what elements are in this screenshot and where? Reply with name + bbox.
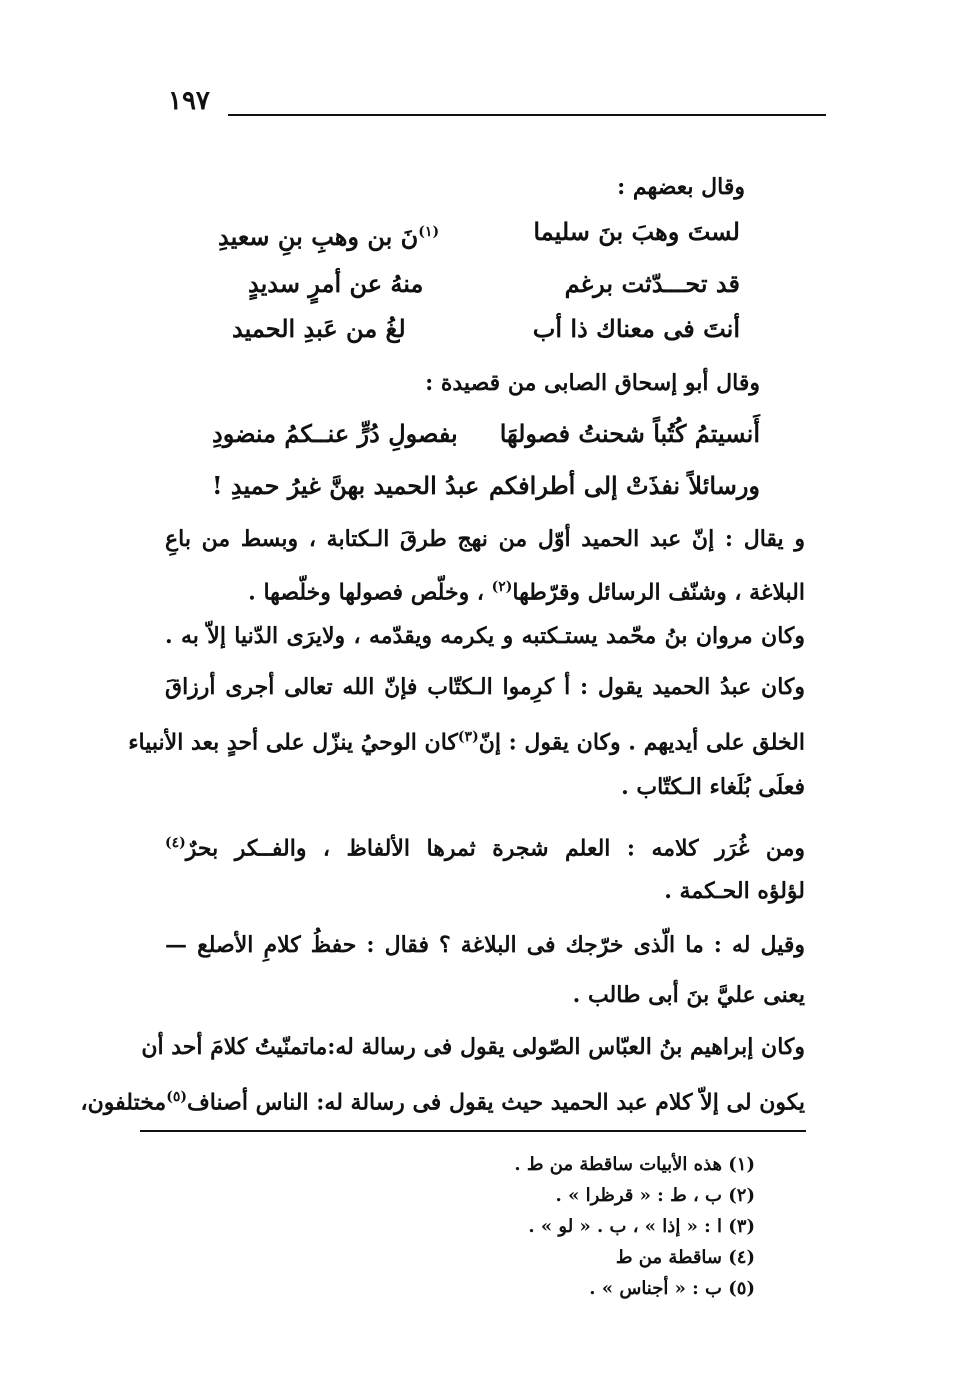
paragraph-4-line-1	[165, 828, 805, 863]
verse-5-left: عبدُ الحميد بهنَّ غيرُ حميدِ !	[212, 471, 480, 500]
paragraph-3-line-2	[128, 722, 805, 757]
paragraph-3-line-2-text-b: كان الوحيُ ينزّل على أحدٍ بعد الأنبياء	[128, 729, 458, 756]
verse-1-right: لستَ وهبَ بنَ سليما	[533, 217, 740, 246]
footnote-ref-5: (٥)	[166, 1089, 187, 1105]
paragraph-5-line-2: يعنى عليَّ بنَ أبى طالب .	[572, 982, 805, 1008]
footnote-3: (٣) ا : « إذا » ، ب . « لو » .	[528, 1216, 755, 1237]
verse-4-left: بفصولِ دُرٍّ عنــكمُ منضودِ	[212, 419, 458, 448]
paragraph-1-line-2	[248, 572, 805, 607]
footnote-5: (٥) ب : « أجناس » .	[589, 1278, 755, 1299]
verse-4-right: أَنسيتمُ كُتُباً شحنتُ فصولهَا	[499, 419, 760, 448]
verse-5-right: ورسائلاً نفذَتْ إلى أطرافكم	[488, 471, 760, 500]
paragraph-4-line-2: لؤلؤه الحـكمة .	[664, 878, 805, 904]
footnote-ref-4: (٤)	[165, 835, 186, 851]
verse-3-left: لغُ من عَبدِ الحميد	[232, 314, 406, 343]
verse-3-right: أنتَ فى معناك ذا أب	[532, 314, 740, 343]
footnote-ref-1: (١)	[418, 224, 440, 240]
paragraph-6-line-2-text-a: يكون لى إلاّ كلام عبد الحميد حيث يقول فى رسالة له: الناس أصناف	[187, 1089, 805, 1116]
paragraph-6-line-2-text-b: مختلفون،	[80, 1089, 167, 1116]
verse-1-left	[218, 216, 439, 253]
paragraph-6-line-1: وكان إبراهيم بنُ العبّاس الصّولى يقول فى رسالة له:ماتمنّيتُ كلامَ أحد أن	[141, 1034, 805, 1060]
paragraph-1-line-2-text-a: البلاغة ، وشنّف الرسائل وقرّطها	[512, 579, 805, 606]
paragraph-5-line-1: وقيل له : ما الّذى خرّجك فى البلاغة ؟ فقال : حفظُ كلامِ الأصلع —	[165, 932, 805, 958]
intro-line-1: وقال بعضهم :	[617, 174, 745, 200]
footnote-rule	[140, 1130, 806, 1132]
footnote-1: (١) هذه الأبيات ساقطة من ط .	[514, 1154, 755, 1175]
footnote-ref-3: (٣)	[457, 729, 479, 745]
intro-line-2: وقال أبو إسحاق الصابى من قصيدة :	[425, 370, 760, 396]
paragraph-3-line-2-text-a: الخلق على أيديهم . وكان يقول : إنّ	[478, 729, 805, 756]
footnote-2: (٢) ب ، ط : « قرظرا » .	[555, 1185, 755, 1206]
paragraph-6-line-2	[80, 1082, 805, 1117]
footnote-4: (٤) ساقطة من ط	[615, 1247, 755, 1268]
paragraph-3-line-1: وكان عبدُ الحميد يقول : أ كرِموا الـكتّاب فإنّ الله تعالى أجرى أرزاقَ	[165, 674, 805, 700]
verse-1-left-text: نَ بن وهبِ بنِ سعيدِ	[218, 222, 419, 251]
paragraph-2: وكان مروان بنُ محّمد يستـكتبه و يكرمه ويقدّمه ، ولايرَى الدّنيا إلاّ به .	[165, 623, 806, 649]
verse-2-right: قد تحـــدّثت برغم	[564, 269, 740, 298]
verse-2-left: منهُ عن أمرٍ سديدٍ	[248, 269, 424, 298]
paragraph-1-line-1: و يقال : إنّ عبد الحميد أوّل من نهج طرقَ الـكتابة ، وبسط من باعِ	[165, 526, 805, 552]
page-number: ١٩٧	[168, 86, 210, 116]
header-rule	[228, 114, 826, 116]
paragraph-4-line-1-text: ومن غُرَر كلامه : العلم شجرة ثمرها الألفاظ ، والفــكر بحرٌ	[185, 835, 805, 862]
paragraph-1-line-2-text-b: ، وخلّص فصولها وخلّصها .	[248, 579, 492, 606]
footnote-ref-2: (٢)	[491, 579, 513, 595]
paragraph-3-line-3: فعلَى بُلَغاء الـكتّاب .	[621, 774, 805, 800]
